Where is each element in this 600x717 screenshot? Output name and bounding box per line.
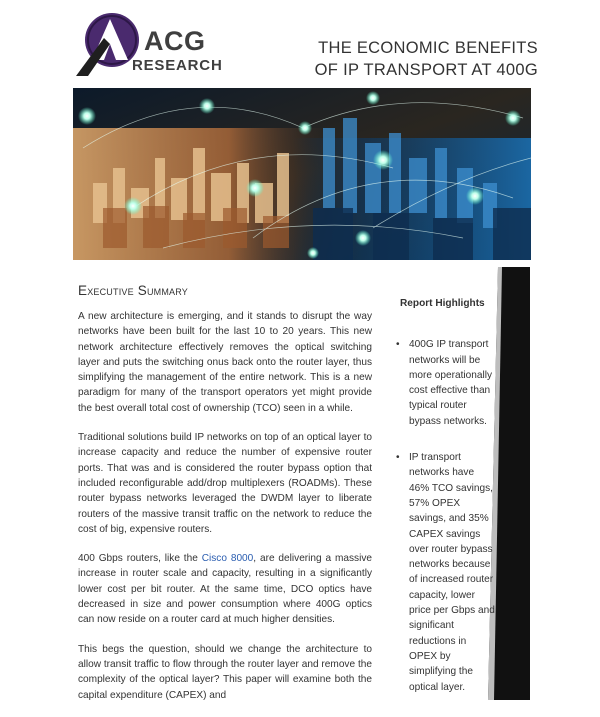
hero-city-image bbox=[73, 88, 531, 260]
highlights-list bbox=[396, 337, 496, 695]
paragraph-4: This begs the question, should we change the architecture to allow transit traffic to flow through the router layer and remove the complexity of the optical layer? This paper will examine both the capital expenditure (CAPEX) and bbox=[78, 643, 372, 701]
bullet-icon: • bbox=[396, 452, 400, 464]
executive-summary-heading: Executive Summary bbox=[78, 283, 189, 298]
logo-name: ACG bbox=[144, 26, 206, 56]
report-title-line-2: OF IP TRANSPORT AT 400G bbox=[314, 61, 538, 79]
paragraph-1: A new architecture is emerging, and it stands to disrupt the way networks have been built for the last 10 to 20 years. This new network architecture effectively removes the optical switching layer and puts the switching onus back onto the router layer, thus simplifying the management of the entire network. This is a new paradigm for many of the transport operators yet might provide the best overall total cost of ownership (TCO) seen in a while. bbox=[78, 311, 372, 414]
cisco-8000-link[interactable]: Cisco 8000 bbox=[201, 553, 254, 565]
highlight-text: 400G IP transport networks will be more operationally cost effective than typical router bypass networks. bbox=[409, 339, 493, 427]
highlight-item bbox=[396, 450, 496, 695]
paragraph-2: Traditional solutions build IP networks on top of an optical layer to increase capacity and reduce the number of expensive router ports. That was and is considered the router bypass option that included reconfigurable add/drop multiplexers (ROADMs). These router bypass networks leveraged the DWDM layer to liberate routers of the massive transit traffic on the network to reduce the cost of big, expensive routers. bbox=[78, 432, 372, 535]
bullet-icon: • bbox=[396, 339, 400, 351]
highlight-item bbox=[396, 337, 496, 429]
paragraph-3-intro: 400 Gbps routers, like the bbox=[78, 553, 202, 565]
report-highlights bbox=[396, 296, 496, 716]
logo-subtitle: RESEARCH bbox=[132, 57, 223, 74]
highlight-text: IP transport networks have 46% TCO savings, 57% OPEX savings, and 35% CAPEX savings over router bypass networks because of increased router capacity, lower price per Gbps and significant reductions in OPEX by simplifying the optical layer. bbox=[409, 452, 495, 693]
report-highlights-title: Report Highlights bbox=[400, 298, 485, 309]
paragraph-3 bbox=[78, 551, 372, 627]
report-title-line-1: THE ECONOMIC BENEFITS bbox=[318, 39, 538, 57]
executive-summary-body bbox=[78, 309, 372, 717]
paragraph-3-rest: , are delivering a massive increase in router scale and capacity, resulting in a significantly lower cost per bit router. At the same time, DCO optics have decreased in size and power consumption where 400G optics can now reside on a router card at much higher densities. bbox=[78, 553, 373, 626]
acg-research-logo bbox=[74, 10, 224, 80]
report-title bbox=[315, 37, 538, 81]
